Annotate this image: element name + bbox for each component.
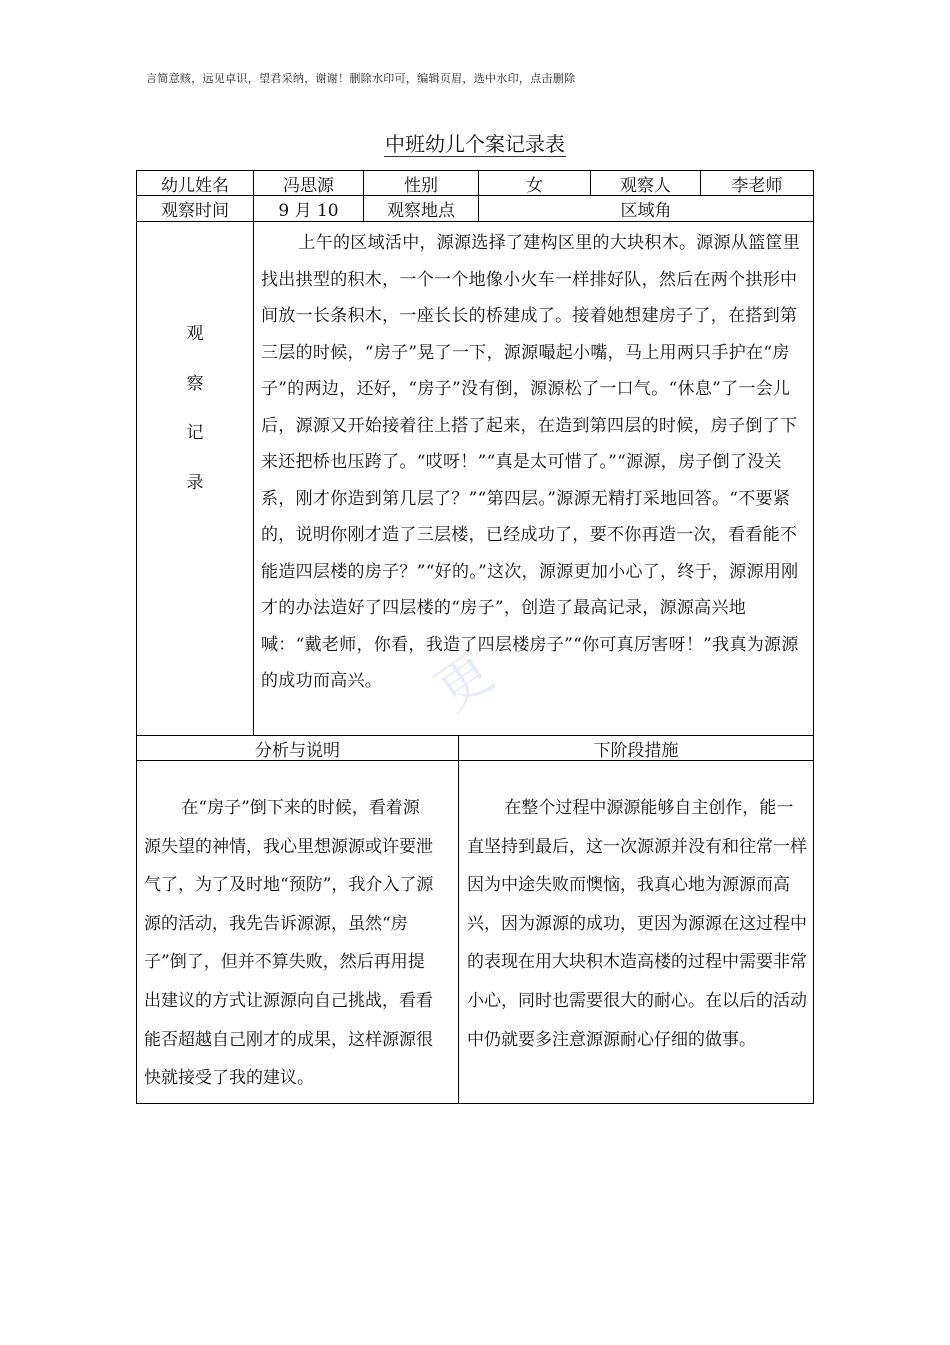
watermark: 更 — [424, 640, 505, 724]
analysis-label: 分析与说明 — [255, 740, 340, 761]
header-note: 言简意赅，远见卓识，望君采纳，谢谢！删除水印可，编辑页眉，选中水印，点击删除 — [146, 72, 576, 85]
observation-record-label — [137, 310, 253, 508]
next-steps-label: 下阶段措施 — [593, 740, 679, 761]
child-name-label: 幼儿姓名 — [161, 175, 229, 196]
table-col-divider — [253, 170, 254, 735]
place-label: 观察地点 — [387, 201, 455, 221]
next-steps-text — [467, 789, 807, 1059]
gender-label: 性别 — [404, 175, 438, 196]
table-col-divider — [458, 735, 459, 1104]
observation-label-char: 录 — [186, 472, 204, 493]
observer-value: 李老师 — [731, 175, 783, 196]
observation-record-text — [261, 225, 806, 700]
observation-label-char: 观 — [186, 324, 204, 344]
page-title: 中班幼儿个案记录表 — [385, 132, 565, 156]
analysis-text — [144, 789, 434, 1098]
observation-label-char: 记 — [186, 423, 204, 443]
table-row-divider — [136, 221, 814, 222]
time-value: 9 月 10 — [278, 201, 339, 221]
child-name-value: 冯思源 — [283, 175, 334, 196]
table-row-divider — [136, 760, 814, 761]
observation-paragraph: 上午的区域活中，源源选择了建构区里的大块积木。源源从篮筐里找出拱型的积木，一个一个地像小火车一样排好队，然后在两个拱形中间放一长条积木，一座长长的桥建成了。接着她想建房子了，在搭到第三层的时候，“房子”晃了一下，源源嘬起小嘴，马上用两只手护在“房子”的两边，还好，“房子”没有倒，源源松了一口气。“休息”了一会儿后，源源又开始接着往上搭了起来，在造到第四层的时候，房子倒了下来还把桥也压跨了。“哎呀！”“真是太可惜了。”“源源，房子倒了没关系，刚才你造到第几层了？”“第四层。”源源无精打采地回答。“不要紧的，说明你刚才造了三层楼，已经成功了，要不你再造一次，看看能不能造四层楼的房子？”“好的。”这次，源源更加小心了，终于，源源用刚才的办法造好了四层楼的“房子”，创造了最高记录，源源高兴地喊：“戴老师，你看，我造了四层楼房子”“你可真厉害呀！”我真为源源的成功而高兴。 — [261, 233, 801, 691]
observer-label: 观察人 — [620, 175, 671, 196]
place-value: 区域角 — [620, 201, 672, 221]
observation-label-char: 察 — [186, 373, 204, 394]
gender-value: 女 — [526, 175, 543, 196]
time-label: 观察时间 — [161, 201, 229, 221]
next-steps-paragraph: 在整个过程中源源能够自主创作，能一直坚持到最后，这一次源源并没有和往常一样因为中途失败而懊恼，我真心地为源源而高兴，因为源源的成功，更因为源源在这过程中的表现在用大块积木造高楼的过程中需要非常小心，同时也需要很大的耐心。在以后的活动中仍就要多注意源源耐心仔细的做事。 — [467, 798, 807, 1050]
analysis-paragraph: 在“房子”倒下来的时候，看着源源失望的神情，我心里想源源或许要泄气了，为了及时地“预防”，我介入了源源的活动，我先告诉源源，虽然“房子”倒了，但并不算失败，然后再用提出建议的方式让源源向自己挑战，看看能否超越自己刚才的成果，这样源源很快就接受了我的建议。 — [144, 798, 434, 1089]
